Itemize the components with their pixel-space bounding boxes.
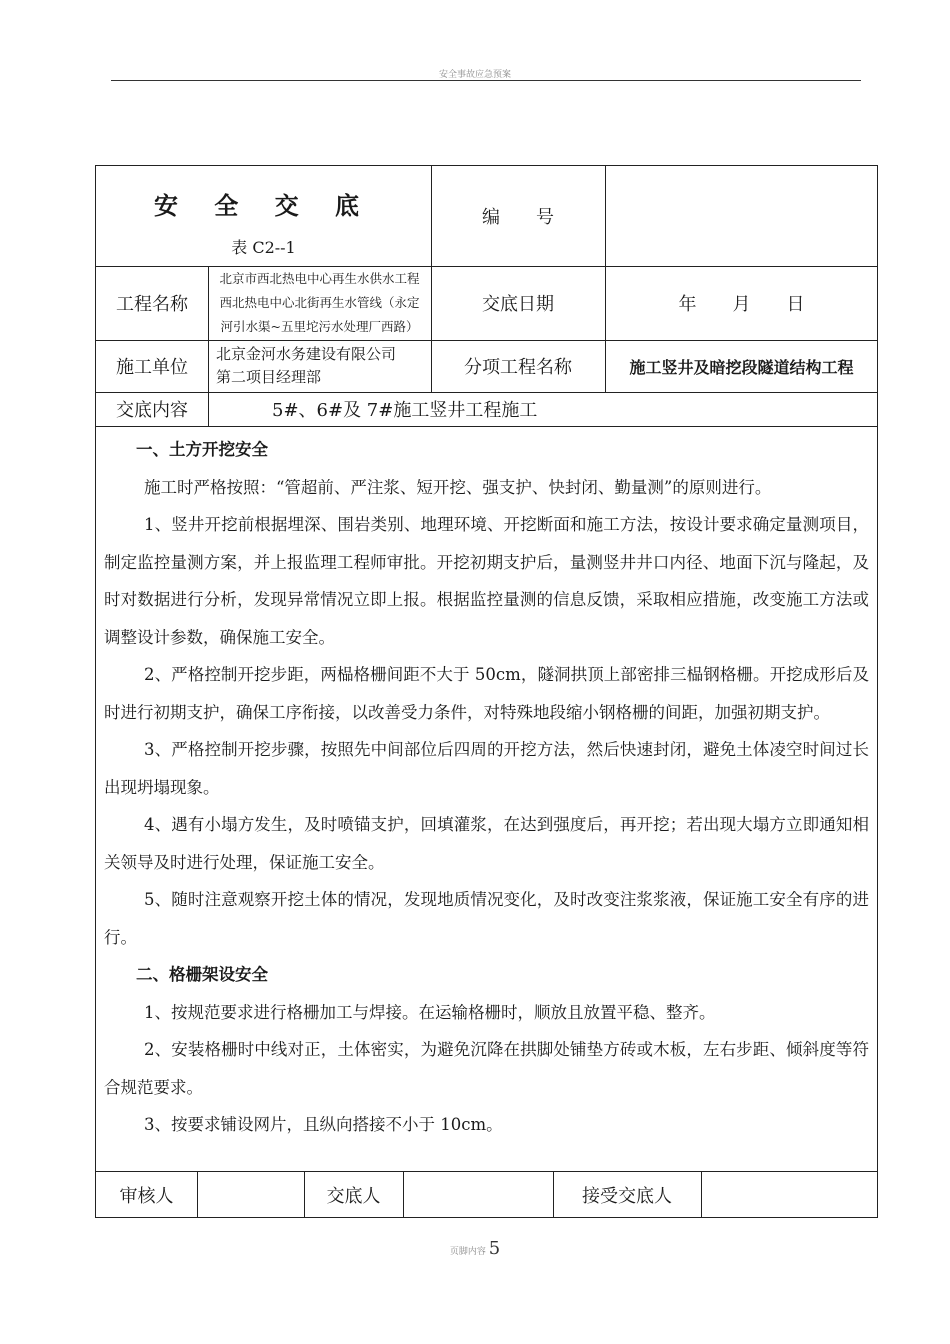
discloser-signature-field[interactable]: [403, 1171, 553, 1218]
discloser-label: 交底人: [326, 1185, 381, 1207]
section-item: 1、竖井开挖前根据埋深、围岩类别、地理环境、开挖断面和施工方法，按设计要求确定量测项目，制定监控量测方案，并上报监理工程师审批。开挖初期支护后，量测竖井井口内径、地面下沉与隆起，及时对数据进行分析，发现异常情况立即上报。根据监控量测的信息反馈，采取相应措施，改变施工方法或调整设计参数，确保施工安全。: [104, 515, 869, 647]
project-name-line: 河引水渠~五里坨污水处理厂西路）: [220, 319, 419, 334]
form-title: 安 全 交 底: [153, 191, 374, 220]
project-name-value: [208, 266, 431, 340]
content-value: 5#、6#及 7#施工竖井工程施工: [272, 400, 538, 421]
project-name-label: 工程名称: [116, 294, 188, 315]
date-label: 交底日期: [482, 294, 554, 315]
unit-value: [208, 340, 431, 392]
unit-label: 施工单位: [116, 357, 188, 378]
reviewer-label: 审核人: [119, 1185, 174, 1207]
unit-line: 第二项目经理部: [216, 368, 322, 386]
page-number: 5: [488, 1238, 501, 1259]
unit-line: 北京金河水务建设有限公司: [216, 345, 397, 363]
section-item: 5、随时注意观察开挖土体的情况，发现地质情况变化，及时改变注浆浆液，保证施工安全有序的进行。: [104, 890, 869, 947]
number-value[interactable]: [605, 166, 878, 266]
date-value[interactable]: 年 月 日: [678, 294, 805, 315]
section-item: 3、严格控制开挖步骤，按照先中间部位后四周的开挖方法，然后快速封闭，避免土体凌空时间过长出现坍塌现象。: [104, 740, 869, 797]
section-item: 4、遇有小塌方发生，及时喷锚支护，回填灌浆，在达到强度后，再开挖；若出现大塌方立即通知相关领导及时进行处理，保证施工安全。: [104, 815, 869, 872]
subproject-value: 施工竖井及暗挖段隧道结构工程: [629, 357, 854, 377]
section-item: 1、按规范要求进行格栅加工与焊接。在运输格栅时，顺放且放置平稳、整齐。: [144, 1002, 716, 1022]
section-item: 3、按要求铺设网片，且纵向搭接不小于 10cm。: [144, 1115, 503, 1134]
header-rule: [111, 80, 861, 81]
form-title-cell: [96, 166, 431, 266]
subproject-label: 分项工程名称: [464, 357, 572, 378]
content-label: 交底内容: [116, 400, 188, 421]
section-title: 一、土方开挖安全: [136, 440, 268, 459]
project-name-line: 西北热电中心北街再生水管线（永定: [219, 295, 420, 310]
disclosure-form-table: [95, 165, 878, 1218]
section-title: 二、格栅架设安全: [136, 965, 268, 984]
project-name-line: 北京市西北热电中心再生水供水工程: [219, 271, 420, 286]
page-footer: [0, 1238, 950, 1259]
disclosure-body: [104, 431, 869, 1144]
receiver-label: 接受交底人: [582, 1185, 672, 1207]
reviewer-signature-field[interactable]: [197, 1171, 304, 1218]
row-divider: [96, 426, 877, 427]
section-item: 2、安装格栅时中线对正，土体密实，为避免沉降在拱脚处铺垫方砖或木板，左右步距、倾斜度等符合规范要求。: [104, 1040, 869, 1097]
page-header: 安全事故应急预案: [438, 70, 511, 80]
receiver-signature-field[interactable]: [701, 1171, 878, 1218]
number-label: 编 号: [482, 207, 554, 228]
footer-text: 页脚内容: [449, 1247, 486, 1257]
section-item: 2、严格控制开挖步距，两榀格栅间距不大于 50cm，隧洞拱顶上部密排三榀钢格栅。开挖成形后及时进行初期支护，确保工序衔接，以改善受力条件，对特殊地段缩小钢格栅的间距，加强初期支护。: [104, 665, 869, 722]
form-code: 表 C2--1: [231, 238, 296, 257]
section-intro: 施工时严格按照：“管超前、严注浆、短开挖、强支护、快封闭、勤量测”的原则进行。: [144, 477, 772, 497]
